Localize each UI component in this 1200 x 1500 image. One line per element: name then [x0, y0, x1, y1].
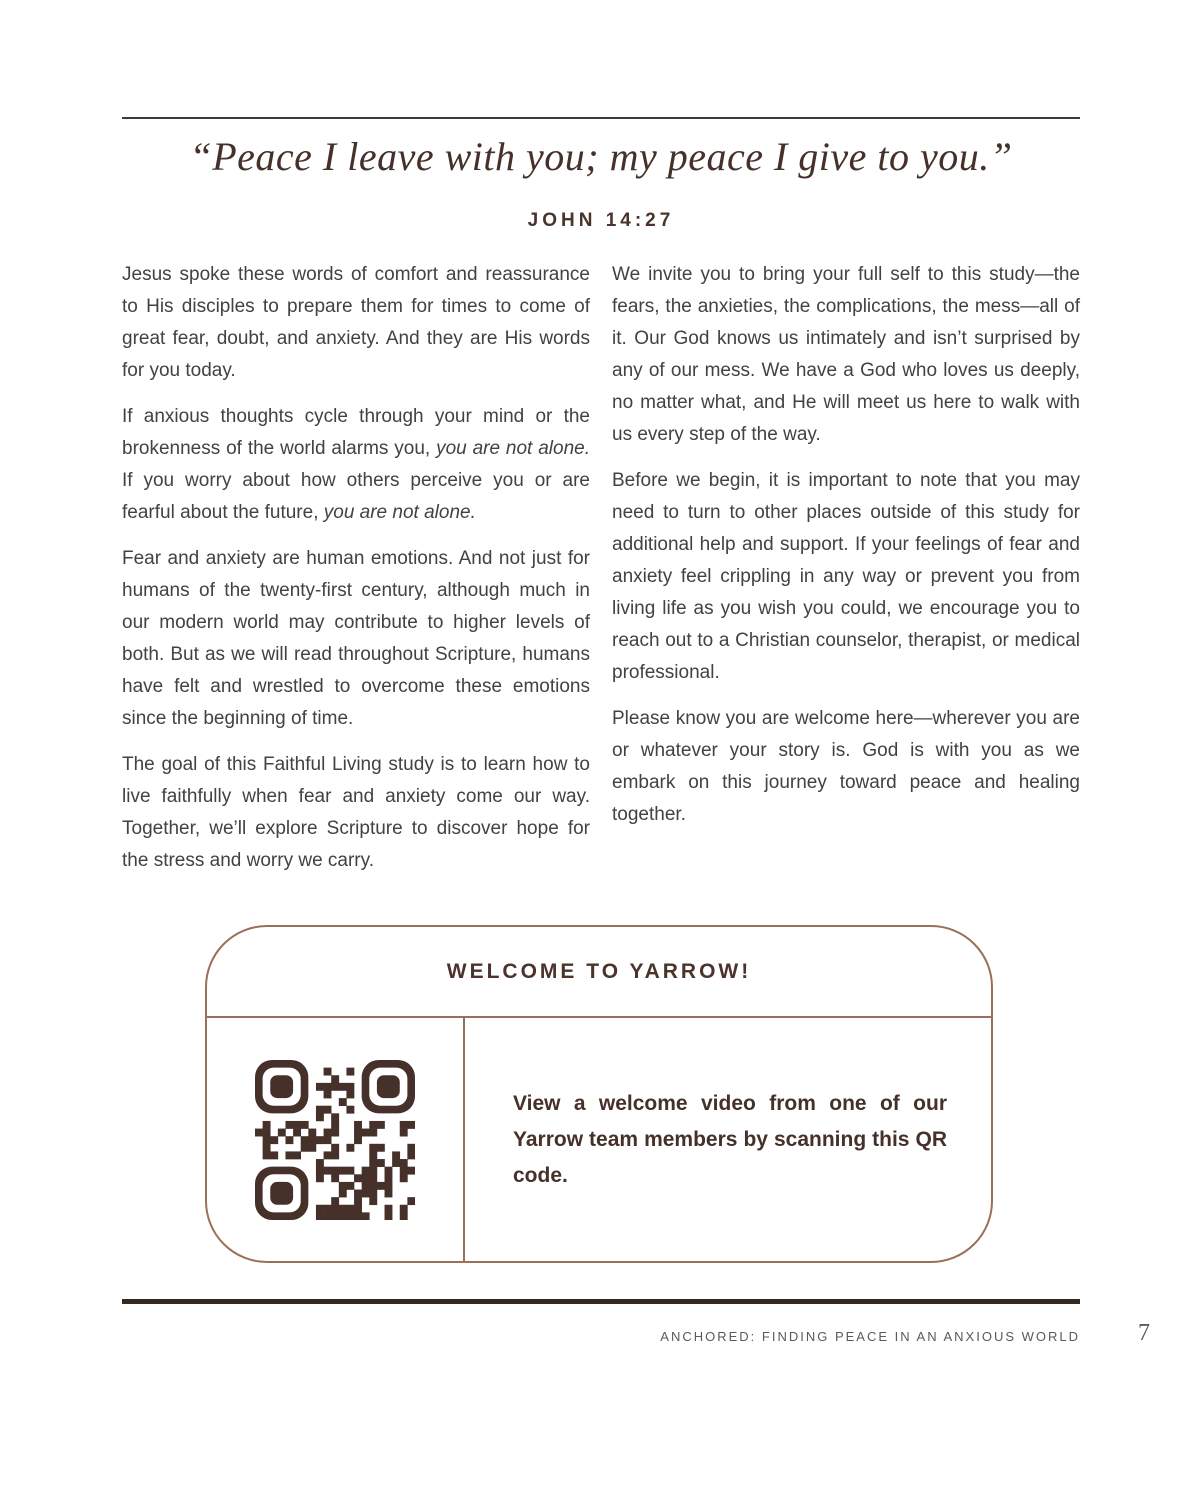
- paragraph: [612, 465, 1080, 689]
- welcome-box-title: WELCOME TO YARROW!: [446, 959, 752, 983]
- epigraph-quote: “Peace I leave with you; my peace I give to you.”: [189, 134, 1013, 179]
- welcome-box-body: [207, 1018, 991, 1261]
- emphasized-text: you are not alone.: [436, 438, 590, 459]
- page-number: 7: [1138, 1320, 1150, 1346]
- text-run: If anxious thoughts cycle through your mind or the brokenness of the world alarms you,: [122, 406, 590, 459]
- welcome-callout-box: [205, 925, 993, 1263]
- paragraph: [612, 703, 1080, 831]
- welcome-box-header: [207, 927, 991, 1018]
- footer: [122, 1320, 1150, 1346]
- footer-rule: [122, 1299, 1080, 1304]
- text-run: Please know you are welcome here—wherever you are or whatever your story is. God is with you as we embark on this journey toward peace and healing together.: [612, 708, 1080, 825]
- page-content: [122, 0, 1150, 1346]
- paragraph: [122, 749, 590, 877]
- welcome-text-cell: [465, 1018, 991, 1261]
- footer-running-title: ANCHORED: FINDING PEACE IN AN ANXIOUS WORLD: [660, 1329, 1080, 1344]
- text-run: Before we begin, it is important to note that you may need to turn to other places outside of this study for additional help and support. If your feelings of fear and anxiety feel crippling in any way or prevent you from living life as you wish you could, we encourage you to reach out to a Christian counselor, therapist, or medical professional.: [612, 470, 1080, 683]
- right-column: [612, 259, 1080, 877]
- paragraph: [612, 259, 1080, 451]
- text-run: Jesus spoke these words of comfort and reassurance to His disciples to prepare them for times to come of great fear, doubt, and anxiety. And they are His words for you today.: [122, 264, 590, 381]
- emphasized-text: you are not alone.: [323, 502, 476, 523]
- paragraph: [122, 259, 590, 387]
- top-rule: [122, 117, 1080, 119]
- body-columns: [122, 259, 1080, 877]
- epigraph-reference: JOHN 14:27: [527, 210, 675, 231]
- paragraph: [122, 401, 590, 529]
- text-run: We invite you to bring your full self to this study—the fears, the anxieties, the complications, the mess—all of it. Our God knows us intimately and isn’t surprised by any of our mess. We have a God who loves us deeply, no matter what, and He will meet us here to walk with us every step of the way.: [612, 264, 1080, 445]
- welcome-body-text: View a welcome video from one of our Yarrow team members by scanning this QR code.: [513, 1091, 947, 1187]
- text-run: If you worry about how others perceive you or are fearful about the future,: [122, 470, 590, 523]
- paragraph: [122, 543, 590, 735]
- qr-code-icon: [255, 1060, 415, 1220]
- text-run: Fear and anxiety are human emotions. And not just for humans of the twenty-first century, although much in our modern world may contribute to higher levels of both. But as we will read throughout Scripture, humans have felt and wrestled to overcome these emotions since the beginning of time.: [122, 548, 590, 729]
- text-run: The goal of this Faithful Living study is to learn how to live faithfully when fear and anxiety come our way. Together, we’ll explore Scripture to discover hope for the stress and worry we carry.: [122, 754, 590, 871]
- left-column: [122, 259, 590, 877]
- qr-cell: [207, 1018, 465, 1261]
